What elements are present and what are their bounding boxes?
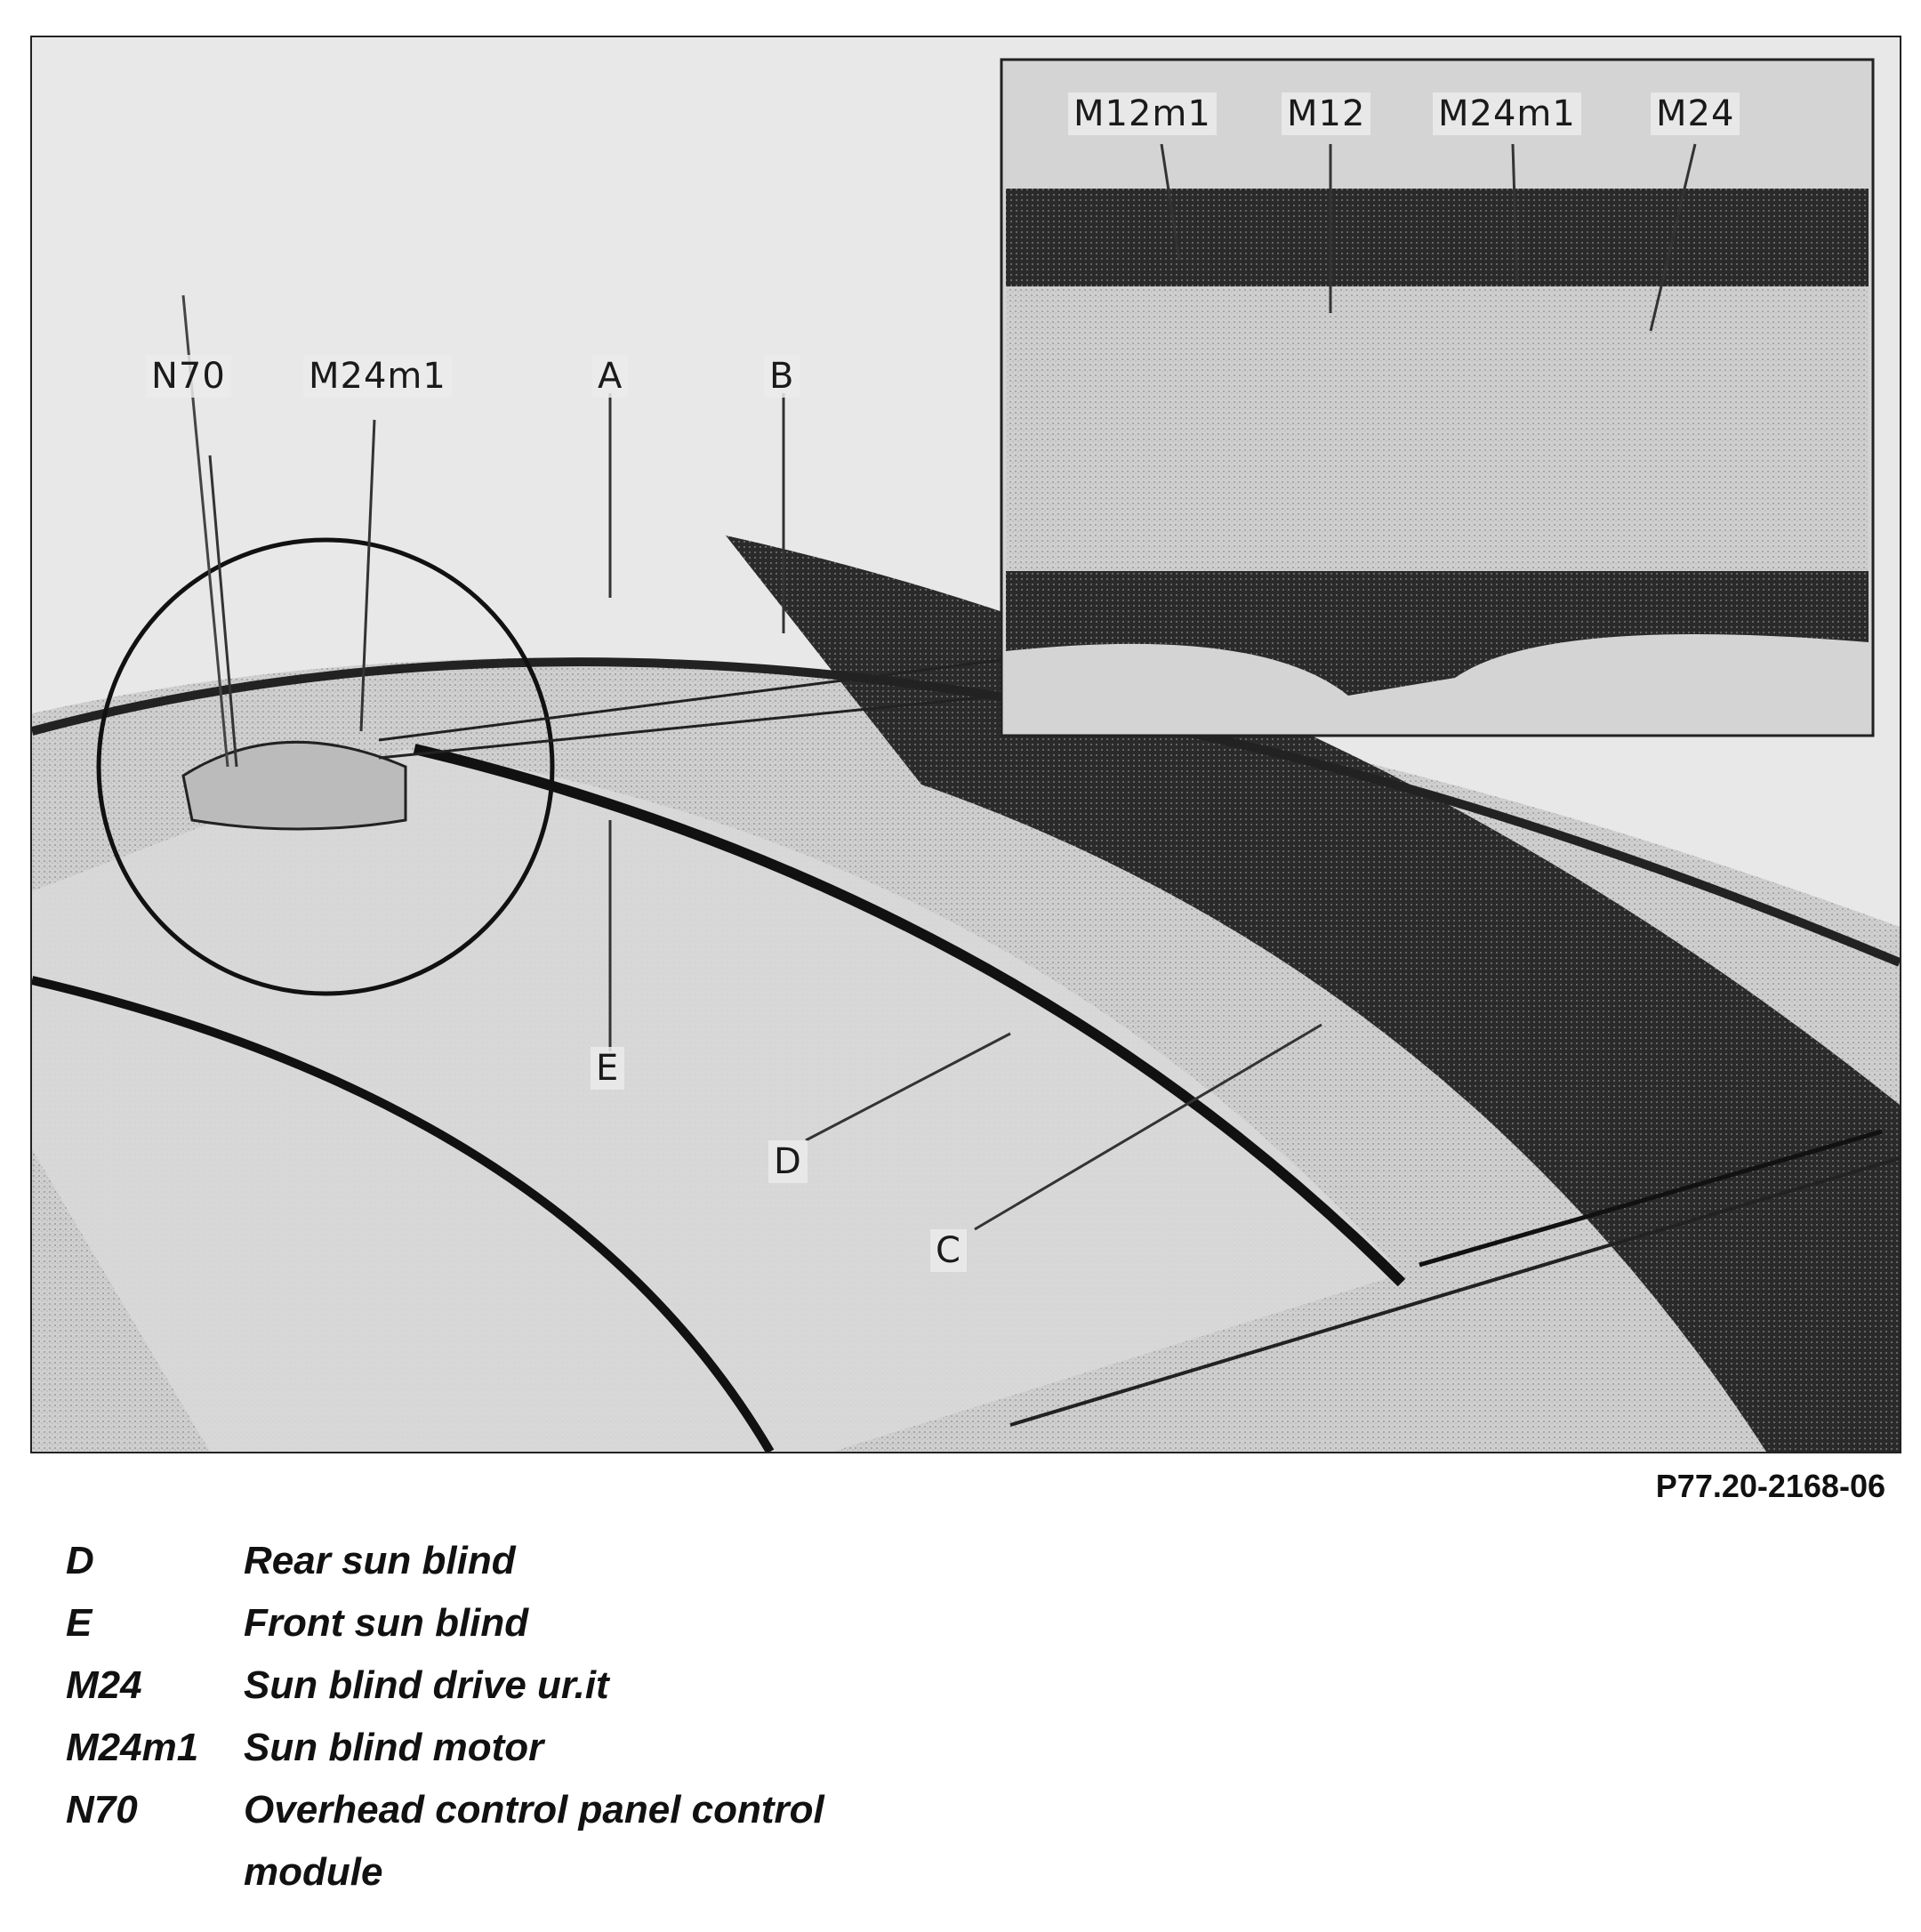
legend-code: E xyxy=(66,1601,92,1645)
inset-callout-m12: M12 xyxy=(1282,93,1370,135)
callout-b: B xyxy=(764,355,800,398)
figure-id: P77.20-2168-06 xyxy=(1655,1468,1885,1504)
legend-desc: Sun blind drive ur.it xyxy=(244,1663,609,1707)
legend xyxy=(66,1530,1044,1904)
legend-code: D xyxy=(66,1539,94,1582)
legend-row xyxy=(66,1654,1044,1717)
inset-callout-m24m1: M24m1 xyxy=(1433,93,1581,135)
legend-desc: module xyxy=(244,1850,383,1894)
legend-code: M24m1 xyxy=(66,1726,199,1769)
legend-code xyxy=(66,1841,244,1904)
callout-e: E xyxy=(591,1047,624,1090)
roof-illustration xyxy=(30,36,1901,1453)
callout-c: C xyxy=(930,1229,967,1272)
legend-desc: Overhead control panel control xyxy=(244,1788,824,1831)
inset-callout-m12m1: M12m1 xyxy=(1068,93,1217,135)
inset-callout-m24: M24 xyxy=(1651,93,1740,135)
legend-row xyxy=(66,1530,1044,1592)
legend-row xyxy=(66,1592,1044,1654)
legend-row xyxy=(66,1717,1044,1779)
legend-desc: Front sun blind xyxy=(244,1601,529,1645)
legend-code: M24 xyxy=(66,1663,142,1707)
legend-row xyxy=(66,1841,1044,1904)
callout-a: A xyxy=(592,355,628,398)
callout-n70: N70 xyxy=(146,355,231,398)
legend-desc: Sun blind motor xyxy=(244,1726,544,1769)
legend-desc: Rear sun blind xyxy=(244,1539,516,1582)
callout-d: D xyxy=(768,1140,808,1183)
callout-m24m1: M24m1 xyxy=(303,355,452,398)
legend-code: N70 xyxy=(66,1788,138,1831)
legend-row xyxy=(66,1779,1044,1841)
